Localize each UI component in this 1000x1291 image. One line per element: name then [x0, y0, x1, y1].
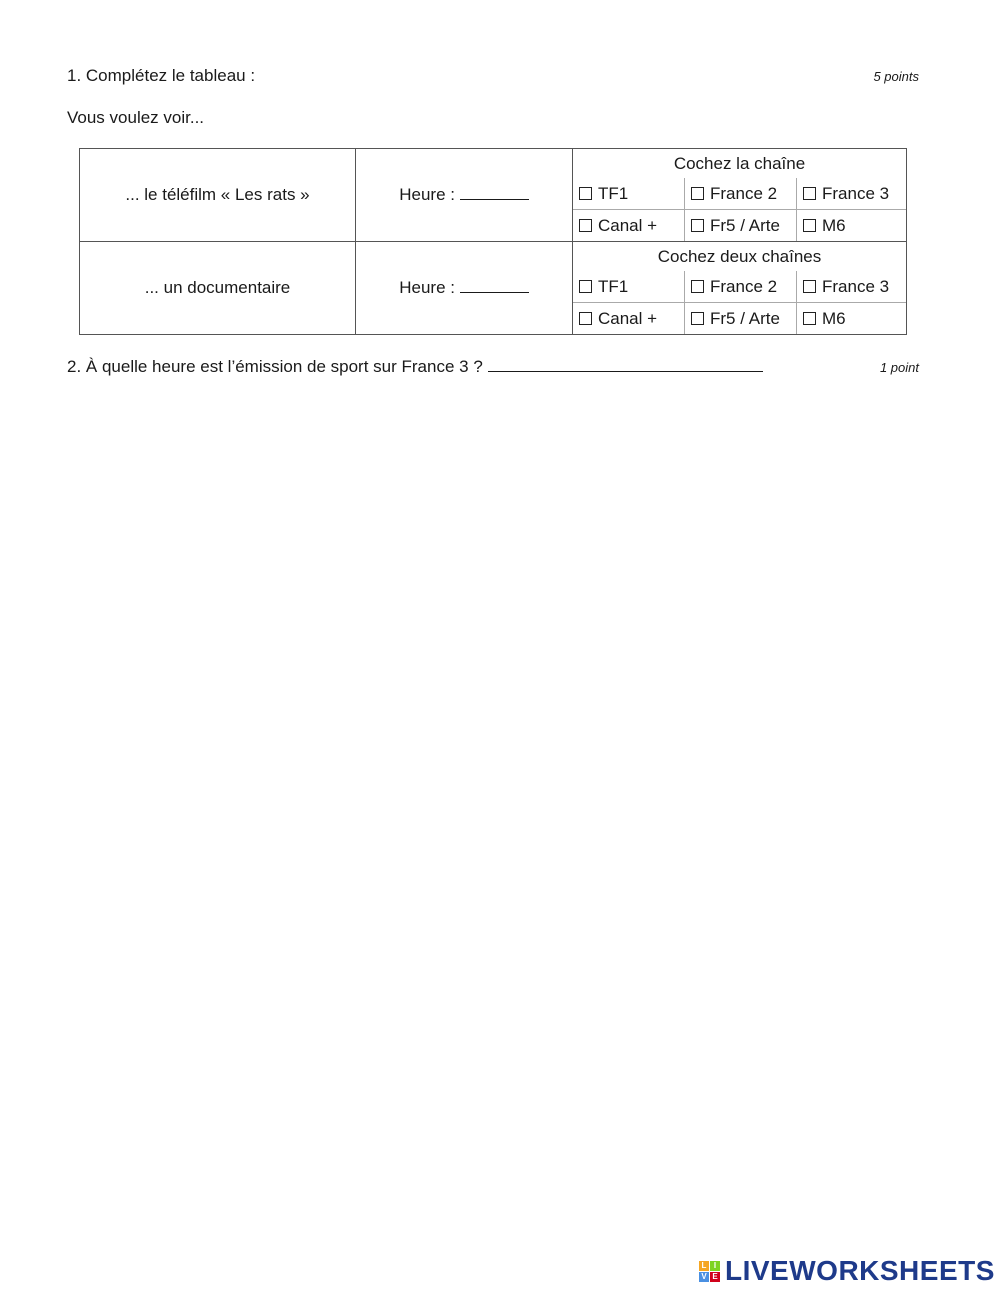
hour-input[interactable]: [460, 185, 529, 200]
checkbox-icon[interactable]: [803, 219, 816, 232]
table-intro: Vous voulez voir...: [67, 108, 205, 127]
logo-tile: L: [699, 1261, 709, 1271]
channel-option[interactable]: Canal +: [573, 303, 684, 334]
table-row: [80, 242, 907, 335]
channel-option[interactable]: TF1: [573, 178, 684, 210]
question-1-points: 5 points: [873, 69, 919, 84]
hour-cell: [356, 149, 573, 242]
channel-cell: [573, 149, 907, 242]
answer-input[interactable]: [488, 357, 763, 372]
hour-cell: [356, 242, 573, 335]
channel-instruction: Cochez deux chaînes: [657, 247, 822, 266]
checkbox-icon[interactable]: [803, 187, 816, 200]
channel-option[interactable]: Fr5 / Arte: [684, 210, 796, 241]
checkbox-icon[interactable]: [579, 219, 592, 232]
channel-option[interactable]: France 2: [684, 271, 796, 303]
table-row: [80, 149, 907, 242]
channel-option[interactable]: TF1: [573, 271, 684, 303]
liveworksheets-logo: [699, 1255, 995, 1287]
channel-option[interactable]: France 2: [684, 178, 796, 210]
logo-icon: [699, 1261, 720, 1282]
checkbox-icon[interactable]: [579, 187, 592, 200]
brand-name: LIVEWORKSHEETS: [725, 1255, 995, 1286]
checkbox-icon[interactable]: [579, 280, 592, 293]
question-2-label: 2. À quelle heure est l’émission de sport sur France 3 ?: [67, 357, 483, 376]
channel-option[interactable]: France 3: [796, 271, 906, 303]
question-1-label: 1. Complétez le tableau :: [67, 66, 256, 85]
question-2: [67, 357, 763, 377]
checkbox-icon[interactable]: [691, 280, 704, 293]
question-2-points: 1 point: [879, 360, 919, 375]
checkbox-icon[interactable]: [579, 312, 592, 325]
checkbox-icon[interactable]: [691, 219, 704, 232]
checkbox-icon[interactable]: [691, 187, 704, 200]
hour-label: Heure :: [399, 278, 455, 297]
item-cell: ... le téléfilm « Les rats »: [80, 149, 356, 242]
logo-tile: I: [710, 1261, 720, 1271]
checkbox-icon[interactable]: [691, 312, 704, 325]
channel-option[interactable]: M6: [796, 303, 906, 334]
hour-label: Heure :: [399, 185, 455, 204]
channel-option[interactable]: M6: [796, 210, 906, 241]
channel-option[interactable]: Fr5 / Arte: [684, 303, 796, 334]
checkbox-icon[interactable]: [803, 280, 816, 293]
item-cell: ... un documentaire: [80, 242, 356, 335]
channel-instruction: Cochez la chaîne: [673, 154, 806, 173]
logo-tile: E: [710, 1272, 720, 1282]
channel-cell: [573, 242, 907, 335]
hour-input[interactable]: [460, 278, 529, 293]
logo-tile: V: [699, 1272, 709, 1282]
channel-option[interactable]: Canal +: [573, 210, 684, 241]
answer-table: [79, 148, 907, 335]
channel-option[interactable]: France 3: [796, 178, 906, 210]
checkbox-icon[interactable]: [803, 312, 816, 325]
